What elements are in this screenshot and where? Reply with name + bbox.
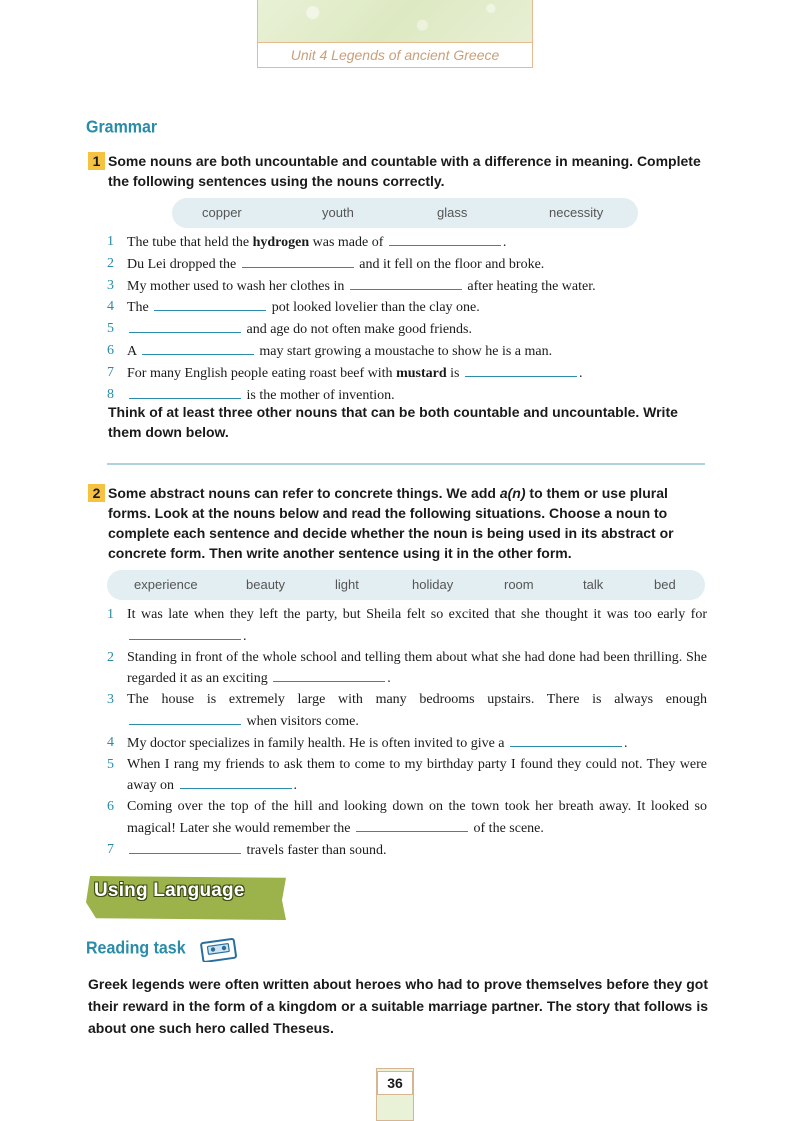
answer-line[interactable] — [107, 463, 705, 465]
answer-blank[interactable] — [510, 733, 622, 747]
answer-blank[interactable] — [129, 840, 241, 854]
task-2-instruction: Some abstract nouns can refer to concrete things. We add a(n) to them or use plural forms. Look at the nouns below and read the following situations. Choose a noun to complete each sentence and decide whether the noun is being used in its abstract or concrete form. Then write another sentence using it in the other form. — [108, 485, 674, 561]
answer-blank[interactable] — [129, 711, 241, 725]
answer-blank[interactable] — [356, 818, 468, 832]
cassette-icon — [200, 938, 238, 962]
word-option: necessity — [549, 205, 604, 220]
word-option: light — [335, 577, 359, 592]
task-1-number: 1 — [88, 152, 105, 170]
reading-intro: Greek legends were often written about heroes who had to prove themselves before they got their reward in the form of a kingdom or a suitable marriage partner. The story that follows is about one such hero called Theseus. — [88, 976, 708, 1036]
sentence-4: 4 The pot looked lovelier than the clay one. — [107, 299, 480, 316]
sentence-3: 3 My mother used to wash her clothes in after heating the water. — [107, 277, 596, 294]
task-2-sentences — [107, 605, 707, 862]
answer-blank[interactable] — [129, 626, 241, 640]
grammar-heading: Grammar — [86, 118, 158, 137]
answer-blank[interactable] — [129, 385, 241, 399]
sentence-1: 1 The tube that held the hydrogen was made of . — [107, 234, 507, 250]
word-box-2 — [107, 570, 705, 600]
task-1 — [88, 151, 708, 189]
unit-title: Unit 4 Legends of ancient Greece — [257, 42, 533, 68]
page-number: 36 — [377, 1071, 413, 1095]
reading-task-heading: Reading task — [86, 939, 186, 958]
sentence-5: 5 and age do not often make good friends. — [107, 321, 472, 338]
answer-blank[interactable] — [389, 232, 501, 246]
using-language-title: Using Language — [94, 880, 245, 901]
sentence-2: 2 Du Lei dropped the and it fell on the floor and broke. — [107, 255, 545, 272]
answer-blank[interactable] — [242, 254, 354, 268]
word-option: youth — [322, 205, 354, 220]
answer-blank[interactable] — [180, 775, 292, 789]
word-option: experience — [134, 577, 198, 592]
sentence-6: 6 Coming over the top of the hill and looking down on the town took her breath away. It looked so magical! Later she would remember the of the scene. — [107, 799, 707, 836]
word-option: room — [504, 577, 534, 592]
word-option: beauty — [246, 577, 286, 592]
header-decoration — [257, 0, 533, 42]
word-box-1 — [172, 198, 638, 228]
task-2-number: 2 — [88, 484, 105, 502]
sentence-6: 6 A may start growing a moustache to show he is a man. — [107, 342, 553, 359]
sentence-7: 7 For many English people eating roast beef with mustard is . — [107, 364, 583, 381]
task-1-sentences — [107, 232, 707, 406]
sentence-1: 1 It was late when they left the party, but Sheila felt so excited that she thought it was too early for . — [107, 607, 707, 644]
sentence-8: 8 is the mother of invention. — [107, 386, 395, 403]
sentence-5: 5 When I rang my friends to ask them to come to my birthday party I found they could not. They were away on . — [107, 756, 707, 794]
sentence-3: 3 The house is extremely large with many bedrooms upstairs. There is always enough when visitors come. — [107, 692, 707, 729]
answer-blank[interactable] — [154, 297, 266, 311]
task-1-instruction: Some nouns are both uncountable and countable with a difference in meaning. Complete the following sentences using the nouns correctly. — [108, 153, 701, 189]
sentence-2: 2 Standing in front of the whole school and telling them about what she had done had been thrilling. She regarded it as an exciting . — [107, 649, 707, 687]
sentence-7: 7 travels faster than sound. — [107, 841, 387, 858]
answer-blank[interactable] — [142, 341, 254, 355]
answer-blank[interactable] — [273, 668, 385, 682]
answer-blank[interactable] — [129, 319, 241, 333]
word-option: copper — [202, 205, 242, 220]
word-option: talk — [583, 577, 604, 592]
word-option: bed — [654, 577, 676, 592]
answer-blank[interactable] — [350, 276, 462, 290]
task-2 — [88, 483, 708, 561]
sentence-4: 4 My doctor specializes in family health. He is often invited to give a . — [107, 734, 628, 751]
word-option: holiday — [412, 577, 454, 592]
answer-blank[interactable] — [465, 363, 577, 377]
word-option: glass — [437, 205, 468, 220]
